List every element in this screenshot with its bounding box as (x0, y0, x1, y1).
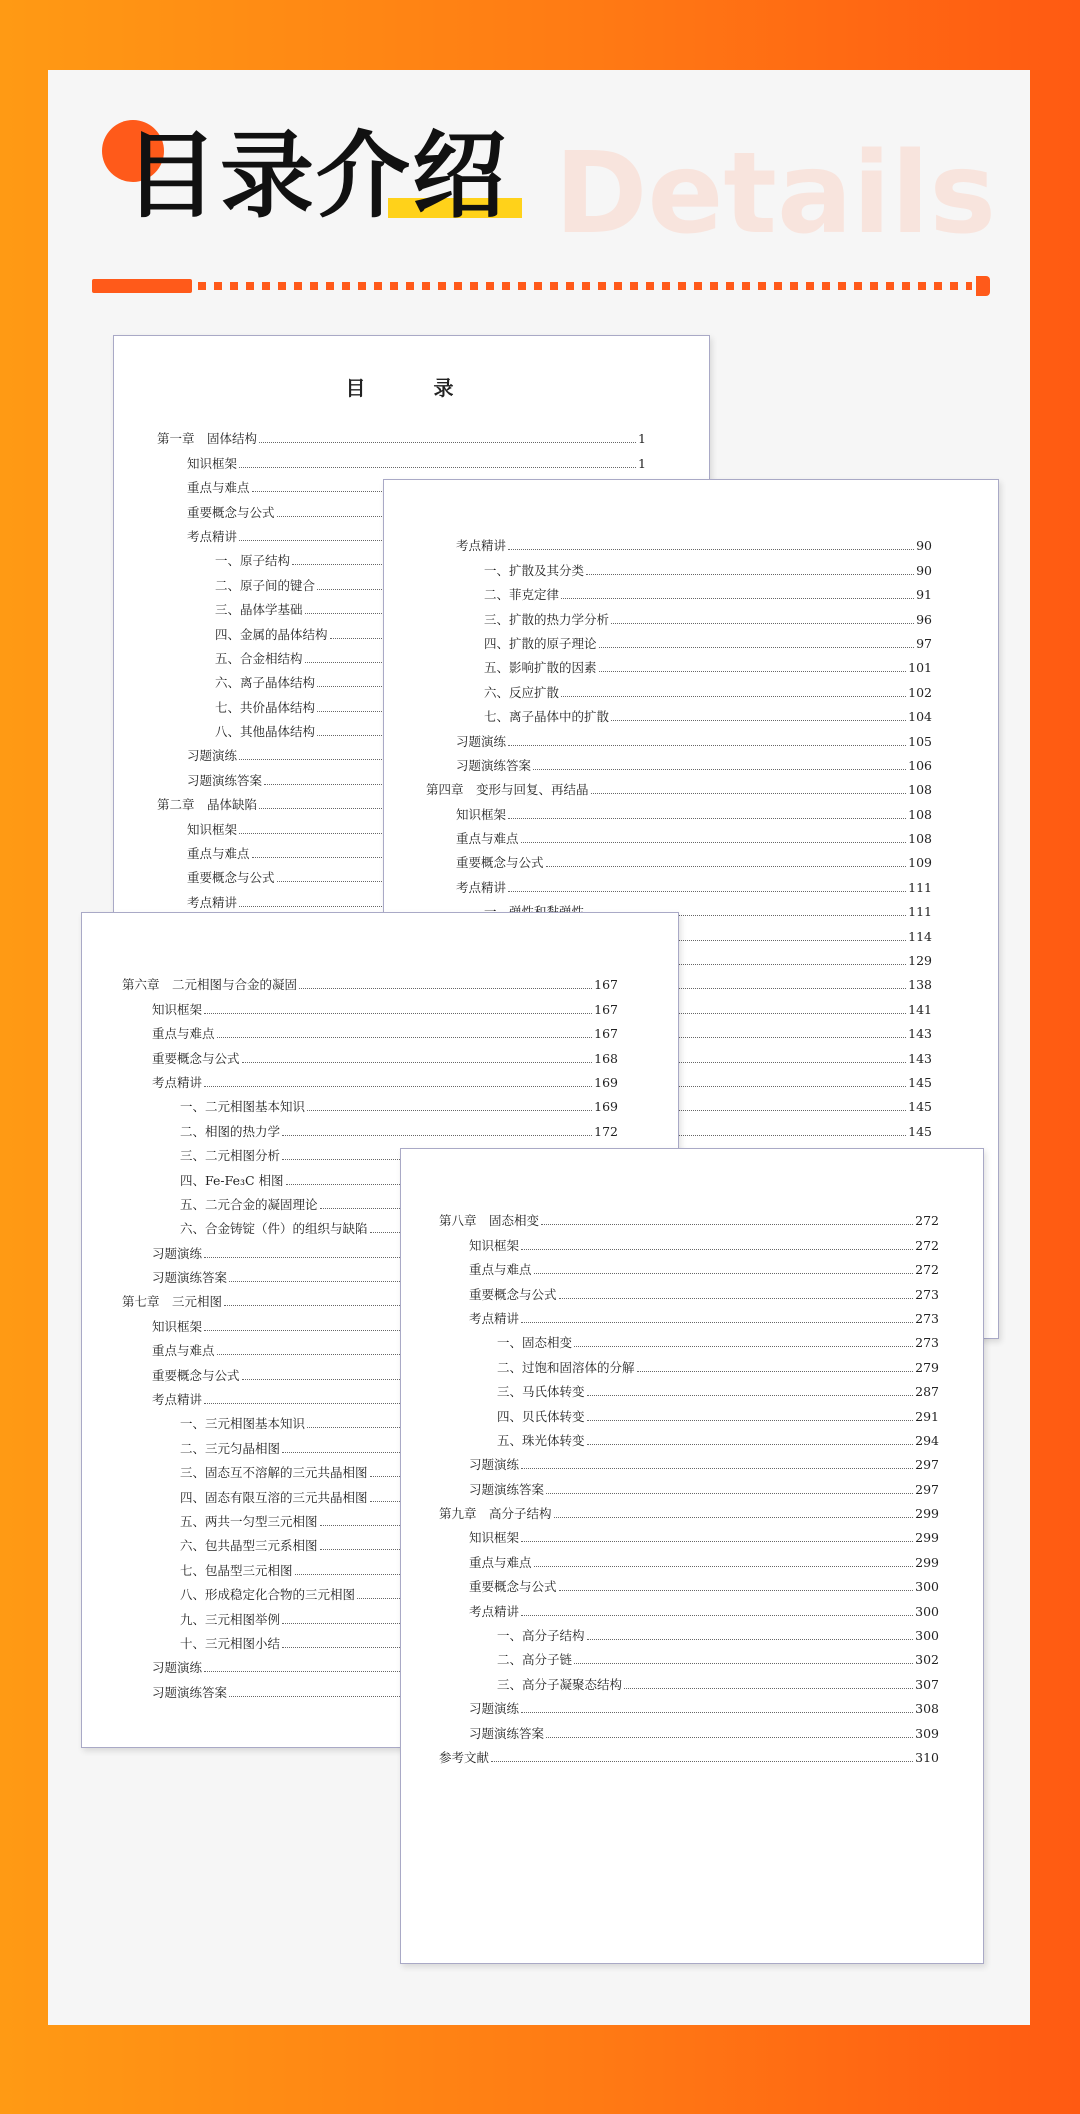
toc-page-number: 105 (908, 733, 932, 749)
toc-page-number: 300 (915, 1628, 939, 1644)
toc-page-number: 90 (916, 562, 932, 578)
toc-entry-label: 习题演练答案 (152, 1684, 228, 1700)
toc-entry-label: 习题演练 (456, 733, 507, 749)
toc-page-number: 273 (915, 1286, 939, 1302)
toc-entry-label: 习题演练 (187, 748, 238, 764)
toc-entry-label: 五、二元合金的凝固理论 (180, 1196, 318, 1212)
toc-entry-label: 重要概念与公式 (469, 1286, 557, 1302)
toc-leader-dots (587, 1395, 914, 1396)
toc-entry-label: 知识框架 (456, 806, 507, 822)
toc-entry-row (426, 652, 932, 676)
toc-entry-row (439, 1449, 939, 1473)
toc-entry-label: 第二章 晶体缺陷 (157, 797, 258, 813)
toc-entry-row (439, 1693, 939, 1717)
toc-entry-label: 重要概念与公式 (152, 1367, 240, 1383)
toc-page-number: 273 (915, 1310, 939, 1326)
toc-page-number: 272 (915, 1237, 939, 1253)
toc-entry-label: 习题演练 (469, 1457, 520, 1473)
toc-entry-label: 六、离子晶体结构 (215, 675, 316, 691)
toc-entry-row (439, 1595, 939, 1619)
toc-page-number: 297 (915, 1481, 939, 1497)
toc-leader-dots (533, 769, 906, 770)
page-title: 目录介绍 (124, 122, 509, 231)
toc-entry-row (439, 1473, 939, 1497)
toc-leader-dots (491, 1761, 913, 1762)
toc-entry-row (426, 847, 932, 871)
toc-entry-label: 第六章 二元相图与合金的凝固 (122, 977, 298, 993)
toc-page-number: 294 (915, 1432, 939, 1448)
toc-leader-dots (587, 1444, 914, 1445)
toc-entry-label: 第七章 三元相图 (122, 1294, 223, 1310)
toc-page-number: 109 (908, 855, 932, 871)
toc-entry-label: 十、三元相图小结 (180, 1635, 281, 1651)
toc-page-number: 145 (908, 1123, 932, 1139)
toc-entry-label: 二、三元匀晶相图 (180, 1440, 281, 1456)
toc-entry-label: 知识框架 (187, 455, 238, 471)
toc-leader-dots (217, 1037, 593, 1038)
toc-page-4 (400, 1148, 984, 1964)
toc-entry-label: 考点精讲 (469, 1603, 520, 1619)
toc-leader-dots (554, 1517, 914, 1518)
toc-entry-label: 二、高分子链 (497, 1652, 573, 1668)
toc-entry-row (122, 1115, 618, 1139)
toc-chapter-row (439, 1742, 939, 1766)
toc-page-number: 302 (915, 1652, 939, 1668)
toc-entry-row (426, 530, 932, 554)
toc-entry-label: 习题演练答案 (469, 1725, 545, 1741)
toc-entry-label: 第八章 固态相变 (439, 1213, 540, 1229)
toc-page-number: 101 (908, 660, 932, 676)
toc-entry-label: 一、高分子结构 (497, 1628, 585, 1644)
toc-leader-dots (611, 720, 906, 721)
toc-entry-label: 重点与难点 (469, 1262, 532, 1278)
toc-entry-row (439, 1717, 939, 1741)
toc-entry-label: 一、固态相变 (497, 1335, 573, 1351)
toc-leader-dots (637, 1371, 914, 1372)
toc-entry-label: 考点精讲 (187, 894, 238, 910)
toc-entry-label: 五、两共一匀型三元相图 (180, 1513, 318, 1529)
toc-entry-label: 考点精讲 (152, 1074, 203, 1090)
toc-entry-row (122, 1042, 618, 1066)
toc-entry-label: 重要概念与公式 (152, 1050, 240, 1066)
toc-entry-label: 知识框架 (152, 1001, 203, 1017)
toc-entry-label: 三、扩散的热力学分析 (484, 611, 610, 627)
toc-entry-label: 四、固态有限互溶的三元共晶相图 (180, 1489, 368, 1505)
toc-page-number: 106 (908, 757, 932, 773)
toc-entry-label: 重要概念与公式 (187, 870, 275, 886)
toc-page-number: 111 (908, 904, 932, 920)
toc-leader-dots (307, 1110, 592, 1111)
toc-entry-label: 习题演练答案 (469, 1481, 545, 1497)
toc-chapter-row (439, 1498, 939, 1522)
toc-entry-row (122, 993, 618, 1017)
toc-entry-row (439, 1644, 939, 1668)
toc-entry-row (122, 1091, 618, 1115)
toc-page-number: 108 (908, 806, 932, 822)
toc-page-number: 90 (916, 538, 932, 554)
toc-entry-row (439, 1254, 939, 1278)
toc-entry-row (426, 701, 932, 725)
toc-leader-dots (574, 1663, 913, 1664)
toc-entry-label: 习题演练答案 (152, 1270, 228, 1286)
toc-leader-dots (546, 866, 907, 867)
toc-leader-dots (521, 1322, 913, 1323)
toc-page-number: 145 (908, 1074, 932, 1090)
toc-entry-label: 知识框架 (187, 821, 238, 837)
toc-entry-label: 四、扩散的原子理论 (484, 635, 597, 651)
toc-leader-dots (299, 988, 592, 989)
toc-entry-label: 七、包晶型三元相图 (180, 1562, 293, 1578)
toc-page-number: 299 (915, 1554, 939, 1570)
toc-leader-dots (239, 467, 636, 468)
toc-entry-label: 一、三元相图基本知识 (180, 1416, 306, 1432)
toc-leader-dots (508, 549, 914, 550)
toc-page-number: 297 (915, 1457, 939, 1473)
toc-entry-label: 一、原子结构 (215, 553, 291, 569)
toc-leader-dots (521, 1615, 913, 1616)
dotted-divider (92, 276, 990, 298)
toc-entry-label: 六、反应扩散 (484, 684, 560, 700)
toc-page-number: 272 (915, 1213, 939, 1229)
toc-page-number: 287 (915, 1384, 939, 1400)
toc-leader-dots (508, 745, 906, 746)
details-watermark: Details (554, 129, 996, 259)
toc-page-number: 108 (908, 831, 932, 847)
toc-page-number: 1 (638, 455, 646, 471)
toc-entry-label: 五、合金相结构 (215, 650, 303, 666)
toc-entry-label: 习题演练 (152, 1245, 203, 1261)
toc-entry-label: 三、马氏体转变 (497, 1384, 585, 1400)
toc-entry-row (439, 1278, 939, 1302)
toc-page-number: 307 (915, 1676, 939, 1692)
toc-page-number: 145 (908, 1099, 932, 1115)
toc-page-number: 168 (594, 1050, 618, 1066)
toc-entry-row (426, 628, 932, 652)
toc-entry-label: 五、影响扩散的因素 (484, 660, 597, 676)
toc-leader-dots (521, 842, 907, 843)
toc-entry-row (157, 447, 646, 471)
toc-entry-label: 六、包共晶型三元系相图 (180, 1538, 318, 1554)
toc-page-number: 279 (915, 1359, 939, 1375)
toc-page-number: 102 (908, 684, 932, 700)
toc-entry-label: 重点与难点 (187, 846, 250, 862)
toc-page-number: 172 (594, 1123, 618, 1139)
toc-entry-label: 重要概念与公式 (187, 504, 275, 520)
toc-page-number: 108 (908, 782, 932, 798)
toc-leader-dots (586, 574, 914, 575)
toc-entry-label: 考点精讲 (456, 879, 507, 895)
toc-leader-dots (591, 793, 907, 794)
toc-entries (439, 1205, 939, 1766)
toc-leader-dots (521, 1468, 913, 1469)
toc-chapter-row (157, 423, 646, 447)
toc-entry-label: 七、共价晶体结构 (215, 699, 316, 715)
toc-page-number: 96 (916, 611, 932, 627)
toc-entry-label: 参考文献 (439, 1749, 490, 1765)
toc-entry-label: 重点与难点 (456, 831, 519, 847)
toc-leader-dots (259, 442, 636, 443)
toc-leader-dots (242, 1062, 593, 1063)
toc-page-number: 169 (594, 1099, 618, 1115)
toc-entry-label: 二、过饱和固溶体的分解 (497, 1359, 635, 1375)
toc-page-number: 167 (594, 977, 618, 993)
toc-entry-row (439, 1571, 939, 1595)
toc-page-number: 310 (915, 1749, 939, 1765)
toc-entry-label: 二、原子间的键合 (215, 577, 316, 593)
toc-leader-dots (521, 1712, 913, 1713)
toc-page-number: 308 (915, 1701, 939, 1717)
toc-leader-dots (559, 1298, 914, 1299)
toc-entry-label: 三、固态互不溶解的三元共晶相图 (180, 1465, 368, 1481)
toc-entry-row (439, 1425, 939, 1449)
toc-entry-label: 一、二元相图基本知识 (180, 1099, 306, 1115)
toc-entry-row (426, 871, 932, 895)
toc-entry-label: 八、其他晶体结构 (215, 724, 316, 740)
toc-page-number: 143 (908, 1050, 932, 1066)
toc-leader-dots (574, 1346, 913, 1347)
toc-page-number: 97 (916, 635, 932, 651)
toc-entry-row (426, 823, 932, 847)
toc-entry-row (426, 603, 932, 627)
toc-entry-row (122, 1018, 618, 1042)
toc-page-number: 309 (915, 1725, 939, 1741)
toc-leader-dots (611, 623, 914, 624)
toc-entry-label: 习题演练答案 (456, 757, 532, 773)
toc-leader-dots (282, 1135, 592, 1136)
toc-entry-row (426, 676, 932, 700)
toc-page-number: 169 (594, 1074, 618, 1090)
toc-entry-label: 四、Fe-Fe₃C 相图 (180, 1172, 284, 1188)
toc-leader-dots (587, 1639, 914, 1640)
toc-entry-row (439, 1376, 939, 1400)
toc-entry-label: 九、三元相图举例 (180, 1611, 281, 1627)
toc-entry-row (426, 725, 932, 749)
toc-entry-label: 习题演练答案 (187, 772, 263, 788)
toc-page-number: 167 (594, 1001, 618, 1017)
toc-entry-row (439, 1620, 939, 1644)
toc-leader-dots (521, 1249, 913, 1250)
toc-entry-label: 四、金属的晶体结构 (215, 626, 328, 642)
toc-entry-row (439, 1522, 939, 1546)
toc-page-number: 299 (915, 1530, 939, 1546)
toc-entry-label: 考点精讲 (469, 1310, 520, 1326)
toc-leader-dots (561, 696, 906, 697)
toc-entry-label: 习题演练 (469, 1701, 520, 1717)
toc-chapter-row (439, 1205, 939, 1229)
toc-page-number: 114 (908, 928, 932, 944)
toc-leader-dots (599, 671, 907, 672)
toc-entry-label: 重点与难点 (152, 1343, 215, 1359)
toc-page-number: 291 (915, 1408, 939, 1424)
toc-entry-label: 第四章 变形与回复、再结晶 (426, 782, 589, 798)
toc-page-number: 167 (594, 1026, 618, 1042)
toc-leader-dots (561, 598, 914, 599)
toc-entry-label: 知识框架 (152, 1318, 203, 1334)
toc-entry-label: 习题演练 (152, 1660, 203, 1676)
toc-entry-label: 重点与难点 (469, 1554, 532, 1570)
toc-heading: 目 录 (345, 376, 478, 400)
toc-page-number: 104 (908, 709, 932, 725)
toc-leader-dots (534, 1273, 914, 1274)
toc-entry-label: 三、晶体学基础 (215, 602, 303, 618)
toc-leader-dots (624, 1688, 913, 1689)
toc-page-number: 129 (908, 953, 932, 969)
toc-leader-dots (541, 1224, 913, 1225)
toc-entry-row (439, 1668, 939, 1692)
toc-entry-row (439, 1229, 939, 1253)
toc-leader-dots (204, 1086, 592, 1087)
toc-entry-row (439, 1546, 939, 1570)
toc-entry-label: 考点精讲 (187, 528, 238, 544)
toc-entry-label: 七、离子晶体中的扩散 (484, 709, 610, 725)
toc-entry-row (426, 554, 932, 578)
toc-entry-label: 考点精讲 (456, 538, 507, 554)
toc-entry-label: 六、合金铸锭（件）的组织与缺陷 (180, 1221, 368, 1237)
toc-leader-dots (534, 1566, 914, 1567)
toc-leader-dots (521, 1541, 913, 1542)
toc-entry-label: 五、珠光体转变 (497, 1432, 585, 1448)
toc-page-number: 300 (915, 1603, 939, 1619)
toc-page-number: 273 (915, 1335, 939, 1351)
toc-chapter-row (122, 969, 618, 993)
toc-entry-row (439, 1303, 939, 1327)
toc-entry-row (439, 1351, 939, 1375)
toc-entry-label: 考点精讲 (152, 1392, 203, 1408)
toc-entry-label: 二、相图的热力学 (180, 1123, 281, 1139)
toc-leader-dots (508, 818, 906, 819)
toc-page-number: 300 (915, 1579, 939, 1595)
toc-leader-dots (559, 1590, 914, 1591)
toc-page-number: 1 (638, 431, 646, 447)
toc-entry-label: 一、扩散及其分类 (484, 562, 585, 578)
toc-entry-label: 重要概念与公式 (469, 1579, 557, 1595)
toc-leader-dots (508, 891, 906, 892)
toc-entry-label: 三、高分子凝聚态结构 (497, 1676, 623, 1692)
toc-entry-row (426, 750, 932, 774)
toc-entry-label: 三、二元相图分析 (180, 1148, 281, 1164)
toc-entry-label: 四、贝氏体转变 (497, 1408, 585, 1424)
toc-entry-row (122, 1067, 618, 1091)
toc-leader-dots (546, 1493, 913, 1494)
toc-entry-label: 八、形成稳定化合物的三元相图 (180, 1587, 356, 1603)
toc-entry-label: 二、菲克定律 (484, 587, 560, 603)
toc-entry-label: 重点与难点 (152, 1026, 215, 1042)
divider-dots (198, 282, 972, 290)
divider-bar (92, 279, 192, 293)
toc-entry-row (439, 1327, 939, 1351)
toc-entry-label: 重要概念与公式 (456, 855, 544, 871)
toc-entry-row (426, 579, 932, 603)
toc-chapter-row (426, 774, 932, 798)
toc-entry-row (426, 798, 932, 822)
toc-page-number: 299 (915, 1506, 939, 1522)
toc-leader-dots (204, 1013, 592, 1014)
toc-leader-dots (599, 647, 915, 648)
toc-leader-dots (546, 1737, 913, 1738)
toc-page-number: 272 (915, 1262, 939, 1278)
toc-entry-label: 重点与难点 (187, 480, 250, 496)
toc-leader-dots (587, 1420, 914, 1421)
toc-entry-row (439, 1400, 939, 1424)
toc-entry-label: 知识框架 (469, 1237, 520, 1253)
toc-page-number: 141 (908, 1001, 932, 1017)
title-block (102, 120, 702, 240)
toc-page-number: 138 (908, 977, 932, 993)
toc-page-number: 111 (908, 879, 932, 895)
toc-entry-label: 第九章 高分子结构 (439, 1506, 552, 1522)
divider-cap (976, 276, 990, 296)
toc-page-number: 91 (916, 587, 932, 603)
toc-entry-label: 第一章 固体结构 (157, 431, 258, 447)
toc-entry-label: 知识框架 (469, 1530, 520, 1546)
toc-page-number: 143 (908, 1026, 932, 1042)
